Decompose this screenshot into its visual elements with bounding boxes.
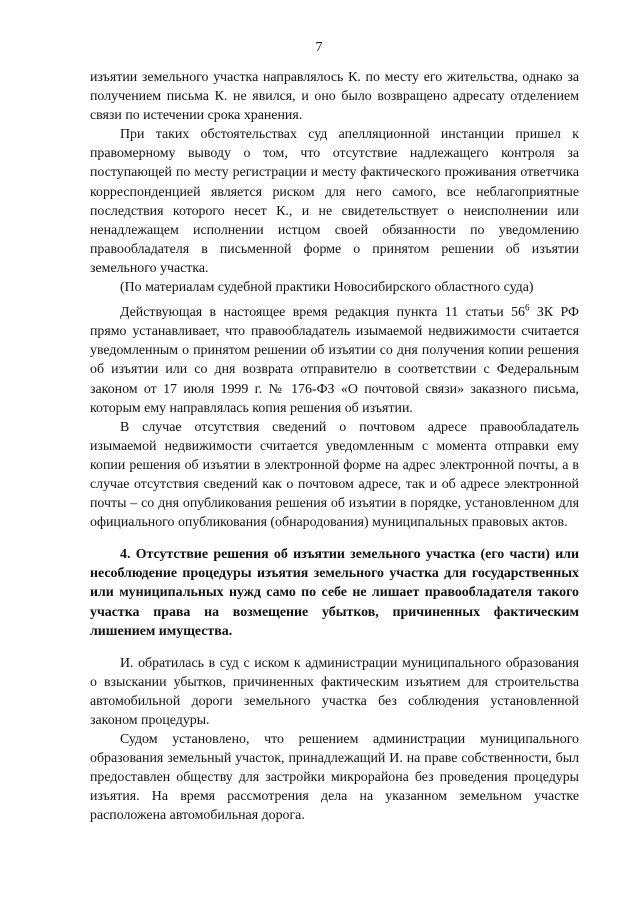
document-body bbox=[90, 68, 579, 826]
paragraph-continuation: изъятии земельного участка направлялось К. по месту его жительства, однако за получением письма К. не явился, и оно было возвращено адресату отделением связи по истечении срока хранения. bbox=[90, 70, 579, 124]
article-superscript: 6 bbox=[524, 302, 530, 313]
paragraph-current-edition bbox=[90, 303, 579, 418]
current-edition-text-end: ЗК РФ прямо устанавливает, что правообладатель изымаемой недвижимости считается уведомленным о принятом решении об изъятии со дня получения копии решения об изъятии или со дня возврата отправителю в соответствии с Федеральным законом от 17 июля 1999 г. № 176-ФЗ «О почтовой связи» заказного письма, которым ему направлялась копия решения об изъятии. bbox=[90, 305, 579, 416]
page-number: 7 bbox=[315, 40, 323, 55]
paragraph-claim: И. обратилась в суд с иском к администрации муниципального образования о взыскании убытков, причиненных фактическим изъятием для строительства автомобильной дороги земельного участка без соблюдения установленной законом процедуры. bbox=[90, 655, 579, 728]
current-edition-text-start: Действующая в настоящее время редакция пункта 11 статьи 56 bbox=[120, 305, 525, 321]
section-heading-4: 4. Отсутствие решения об изъятии земельного участка (его части) или несоблюдение процедуры изъятия земельного участка для государственных или муниципальных нужд само по себе не лишает правообладателя такого участка права на возмещение убытков, причиненных фактическим лишением имущества. bbox=[90, 547, 579, 639]
paragraph-court-findings: Судом установлено, что решением администрации муниципального образования земельный участок, принадлежащий И. на праве собственности, был предоставлен обществу для застройки микрорайона без проведения процедуры изъятия. На время рассмотрения дела на указанном земельном участке расположена автомобильная дорога. bbox=[90, 732, 579, 824]
paragraph-no-postal-address: В случае отсутствия сведений о почтовом адресе правообладатель изымаемой недвижимости считается уведомленным с момента отправки ему копии решения об изъятии в электронной форме на адрес электронной почты, а в случае отсутствия сведений как о почтовом адресе, так и об адресе электронной почты – со дня опубликования решения об изъятии в порядке, установленном для официального опубликования (обнародования) муниципальных правовых актов. bbox=[90, 419, 579, 531]
paragraph-appeal-conclusion: При таких обстоятельствах суд апелляционной инстанции пришел к правомерному выводу о том, что отсутствие надлежащего контроля за поступающей по месту регистрации и месту фактического проживания ответчика корреспонденцией является риском для него самого, все неблагоприятные последствия которого несет К., и не свидетельствует о неисполнении или ненадлежащем исполнении истцом своей обязанности по уведомлению правообладателя в письменной форме о принятом решении об изъятии земельного участка. bbox=[90, 127, 579, 276]
paragraph-source-note: (По материалам судебной практики Новосибирского областного суда) bbox=[120, 280, 534, 296]
